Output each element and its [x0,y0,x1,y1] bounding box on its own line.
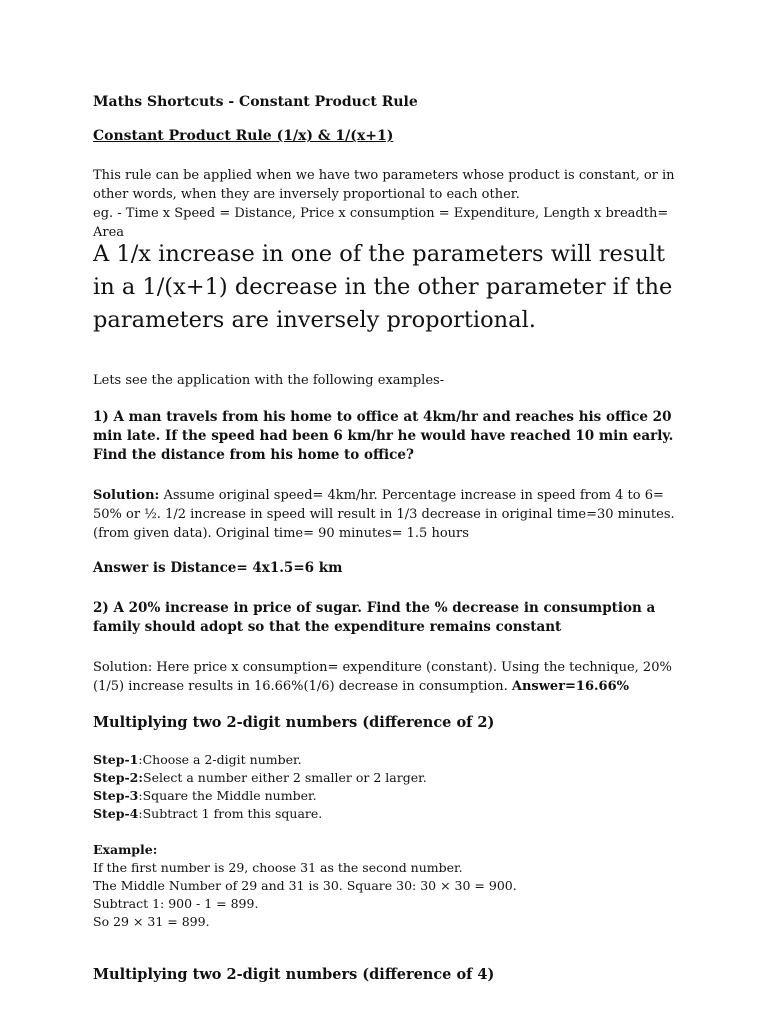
step-item: Step-3:Square the Middle number. [93,788,317,803]
intro-text: This rule can be applied when we have two parameters whose product is constant, or in other words, when they are inversely proportional to each other. [93,168,675,202]
example-label: Example: [93,842,158,857]
section3-heading: Multiplying two 2-digit numbers (difference of 4) [93,966,495,983]
example2-solution-text: Solution: Here price x consumption= expenditure (constant). Using the technique, 20% (1/5) increase results in 16.66%(1/6) decrease in consumption. [93,660,672,694]
example1-question: 1) A man travels from his home to office at 4km/hr and reaches his office 20 min late. If the speed had been 6 km/hr he would have reached 10 min early. Find the distance from his home to office? [93,409,674,463]
rule-statement: A 1/x increase in one of the parameters will result in a 1/(x+1) decrease in the other parameter if the parameters are inversely proportional. [93,241,673,333]
step-item: Step-1:Choose a 2-digit number. [93,752,302,767]
example2-question: 2) A 20% increase in price of sugar. Find the % decrease in consumption a family should adopt so that the expenditure remains constant [93,600,656,635]
example2-solution [93,658,683,696]
section2-heading: Multiplying two 2-digit numbers (difference of 2) [93,714,495,731]
example-block [93,841,683,931]
example1-answer: Answer is Distance= 4x1.5=6 km [93,560,343,576]
rule-subtitle: Constant Product Rule (1/x) & 1/(x+1) [93,128,394,144]
example1-solution-text: Assume original speed= 4km/hr. Percentage increase in speed from 4 to 6= 50% or ½. 1/2 increase in speed will result in 1/3 decrease in original time=30 minutes.(from given data). Original time= 90 minutes= 1.5 hours [93,488,675,541]
example-line: Subtract 1: 900 - 1 = 899. [93,896,259,911]
step-item: Step-4:Subtract 1 from this square. [93,806,323,821]
intro-paragraph [93,166,683,242]
example-line: The Middle Number of 29 and 31 is 30. Square 30: 30 × 30 = 900. [93,878,517,893]
document-title: Maths Shortcuts - Constant Product Rule [93,94,418,110]
intro-examples: eg. - Time x Speed = Distance, Price x consumption = Expenditure, Length x breadth= Area [93,206,669,240]
step-item: Step-2:Select a number either 2 smaller or 2 larger. [93,770,427,785]
example-line: So 29 × 31 = 899. [93,914,210,929]
lead-in-text: Lets see the application with the following examples- [93,373,445,388]
example2-answer: Answer=16.66% [511,679,629,694]
example1-solution [93,486,683,543]
steps-list [93,751,683,823]
example1-solution-label: Solution: [93,488,160,503]
example-line: If the first number is 29, choose 31 as the second number. [93,860,463,875]
